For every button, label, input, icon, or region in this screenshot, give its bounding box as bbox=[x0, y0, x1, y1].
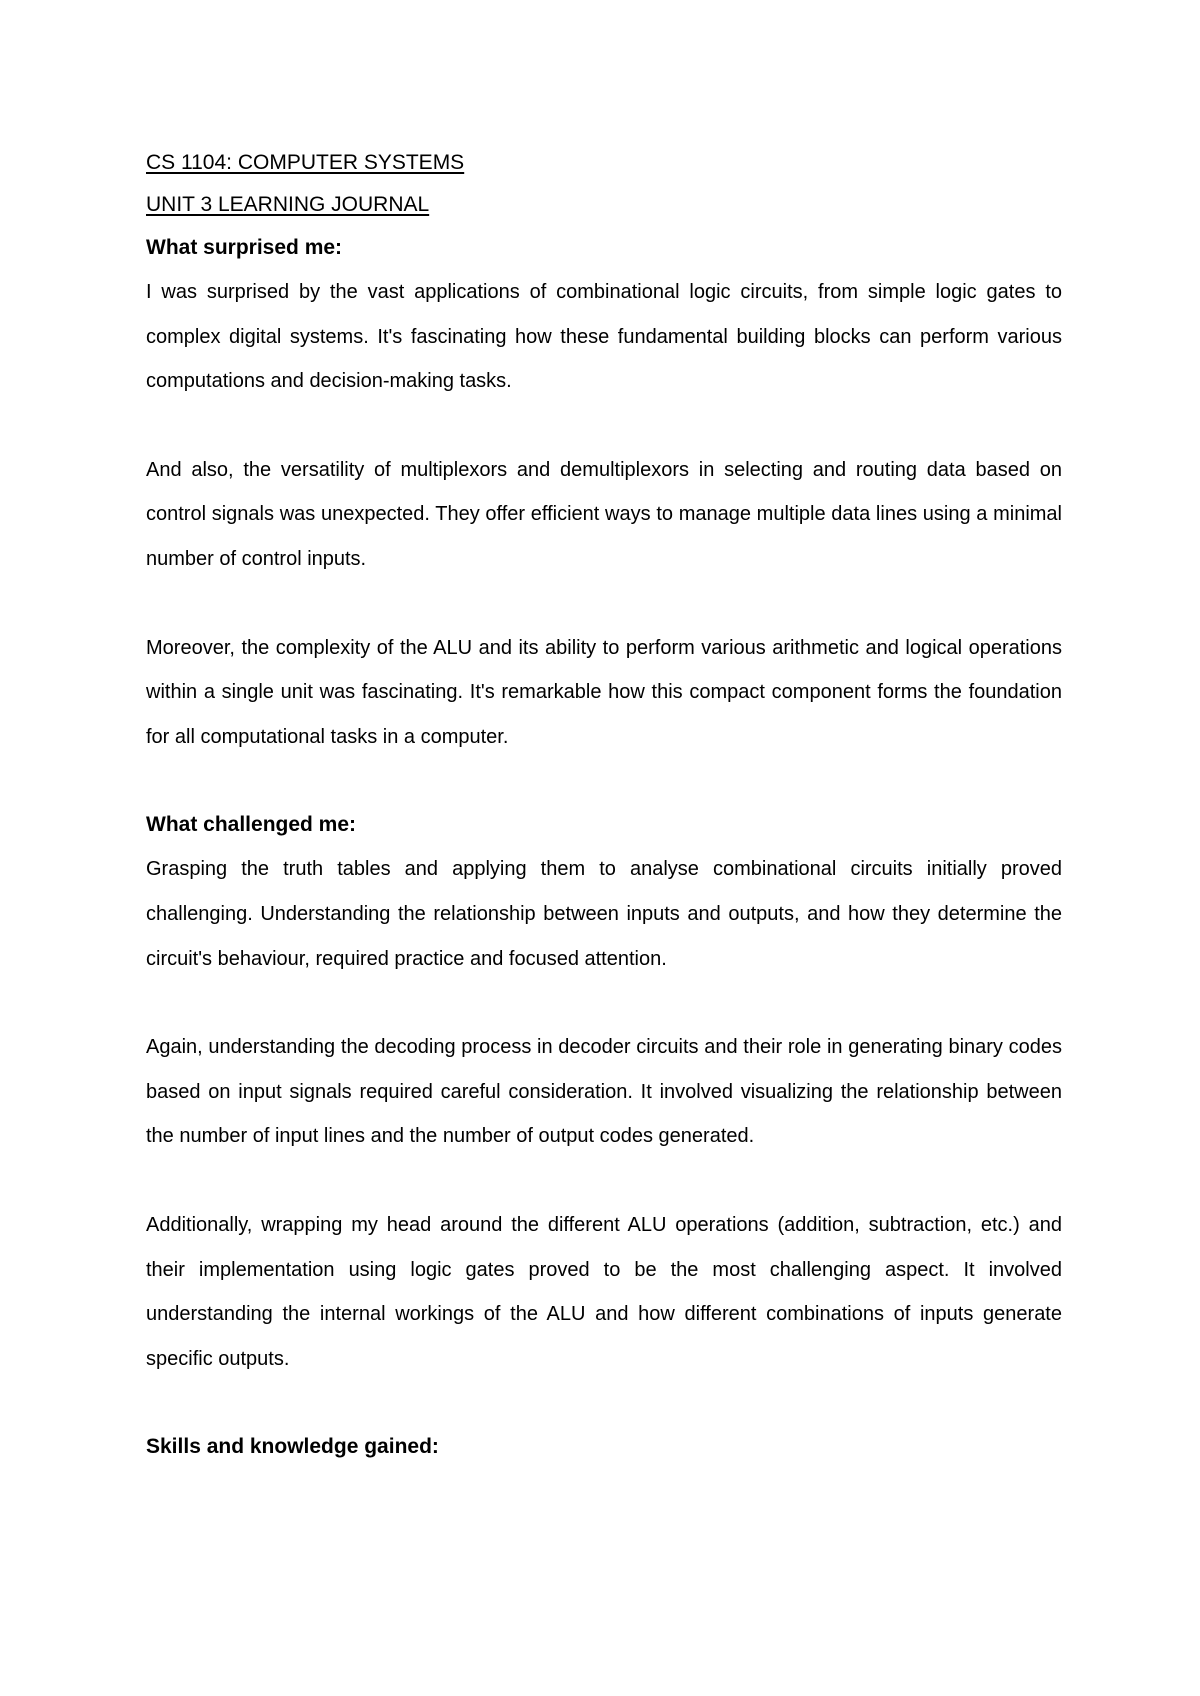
paragraph-gap bbox=[146, 1381, 1062, 1425]
paragraph-gap bbox=[146, 981, 1062, 1025]
paragraph-gap bbox=[146, 404, 1062, 448]
section-heading-surprised: What surprised me: bbox=[146, 236, 343, 259]
course-title: CS 1104: COMPUTER SYSTEMS bbox=[146, 151, 465, 174]
paragraph-surprised-1: I was surprised by the vast applications of combinational logic circuits, from simple logic gates to complex digital systems. It's fascinating how these fundamental building blocks can perform various computations and decision-making tasks. bbox=[146, 281, 1062, 393]
section-heading-skills: Skills and knowledge gained: bbox=[146, 1435, 439, 1459]
paragraph-challenged-3: Additionally, wrapping my head around the different ALU operations (addition, subtraction, etc.) and their implementation using logic gates proved to be the most challenging aspect. It involved understanding the internal workings of the ALU and how different combinations of inputs generate specific outputs. bbox=[146, 1213, 1062, 1370]
document-page bbox=[146, 142, 1062, 1469]
journal-title: UNIT 3 LEARNING JOURNAL bbox=[146, 193, 430, 216]
paragraph-gap bbox=[146, 759, 1062, 803]
paragraph-gap bbox=[146, 582, 1062, 626]
paragraph-challenged-2: Again, understanding the decoding process in decoder circuits and their role in generating binary codes based on input signals required careful consideration. It involved visualizing the relationship between the number of input lines and the number of output codes generated. bbox=[146, 1036, 1062, 1148]
section-heading-challenged: What challenged me: bbox=[146, 813, 357, 837]
paragraph-challenged-1: Grasping the truth tables and applying them to analyse combinational circuits initially proved challenging. Understanding the relationship between inputs and outputs, and how they determine the circuit's behaviour, required practice and focused attention. bbox=[146, 858, 1062, 970]
paragraph-surprised-2: And also, the versatility of multiplexors and demultiplexors in selecting and routing data based on control signals was unexpected. They offer efficient ways to manage multiple data lines using a minimal number of control inputs. bbox=[146, 458, 1062, 570]
paragraph-surprised-3: Moreover, the complexity of the ALU and its ability to perform various arithmetic and logical operations within a single unit was fascinating. It's remarkable how this compact component forms the foundation for all computational tasks in a computer. bbox=[146, 636, 1062, 748]
paragraph-gap bbox=[146, 1159, 1062, 1203]
